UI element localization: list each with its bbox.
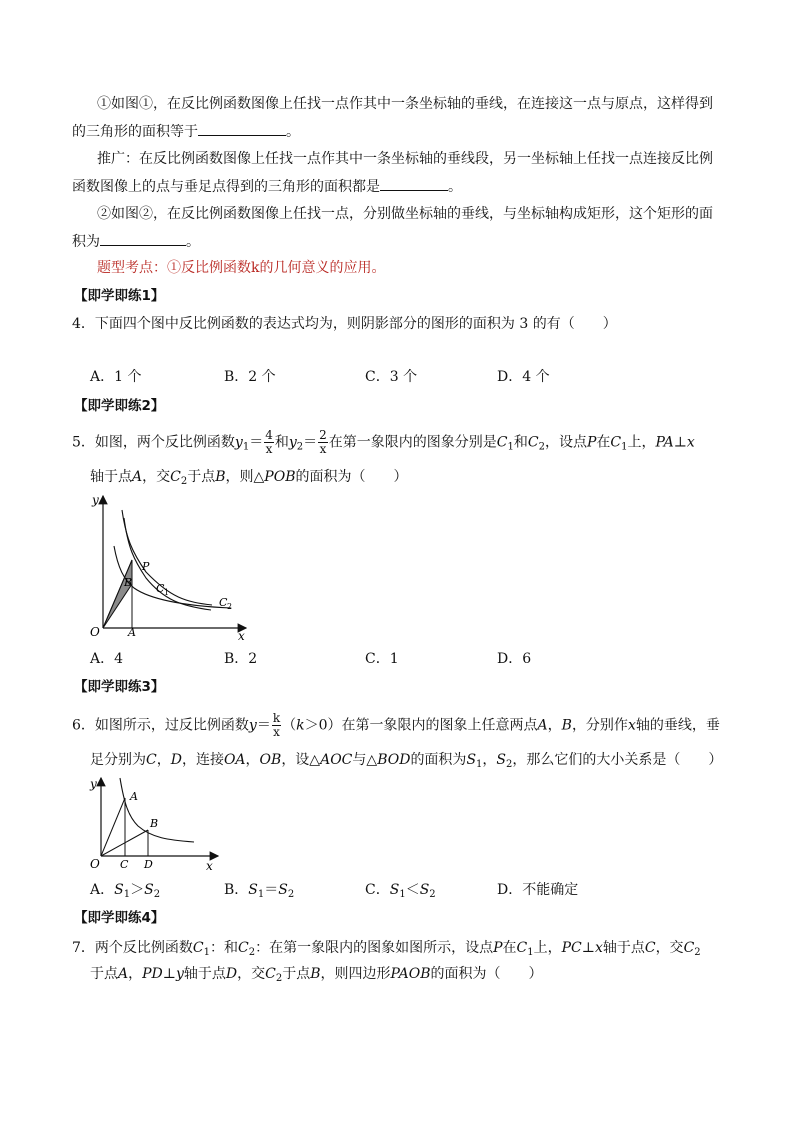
svg-text:2: 2 [227, 602, 233, 611]
q6-option-b[interactable]: B．$S_1=S_2$ [224, 882, 295, 900]
q5-figure [86, 488, 256, 643]
question-7-line-1: 7．两个反比例函数$C_1$：和$C_2$：在第一象限内的图象如图所示，设点P在$C_1$上，PC⊥x轴于点C，交$C_2$ [72, 940, 701, 958]
q4-option-a[interactable]: A．1 个 [90, 369, 142, 385]
question-6-line-2: 足分别为C，D，连接OA，OB，设△AOC与△BOD的面积为$S_1$，$S_2$，那么它们的大小关系是（ ） [90, 752, 723, 770]
q4-option-c[interactable]: C．3 个 [365, 369, 418, 385]
svg-text:B: B [124, 576, 133, 589]
svg-text:C: C [120, 858, 129, 871]
section-heading-3: 【即学即练3】 [74, 679, 165, 695]
svg-text:O: O [90, 857, 100, 871]
q4-option-d[interactable]: D．4 个 [497, 369, 550, 385]
svg-text:D: D [144, 858, 153, 871]
question-4-stem: 4．下面四个图中反比例函数的表达式均为，则阴影部分的图形的面积为 3 的有（ ） [72, 316, 617, 332]
svg-text:1: 1 [164, 588, 170, 597]
q5-option-d[interactable]: D．6 [497, 651, 532, 667]
svg-text:C: C [156, 582, 165, 595]
intro-paragraph-3a: ②如图②，在反比例函数图像上任找一点，分别做坐标轴的垂线，与坐标轴构成矩形，这个矩形的面 [97, 206, 713, 222]
intro-paragraph-1a: ①如图①，在反比例函数图像上任找一点作其中一条坐标轴的垂线，在连接这一点与原点，这样得到 [97, 96, 713, 112]
svg-text:O: O [90, 625, 100, 639]
svg-text:x: x [238, 629, 245, 643]
intro-paragraph-2b: 函数图像上的点与垂足点得到的三角形的面积都是 。 [72, 176, 462, 197]
question-5-line-2: 轴于点A，交$C_2$于点B，则△POB的面积为（ ） [90, 469, 408, 487]
svg-text:y: y [92, 493, 99, 507]
q5-option-b[interactable]: B．2 [224, 651, 258, 667]
section-heading-1: 【即学即练1】 [74, 288, 165, 304]
q6-option-d[interactable]: D．不能确定 [497, 882, 579, 898]
svg-text:y: y [90, 777, 97, 791]
section-heading-4: 【即学即练4】 [74, 910, 165, 926]
svg-text:B: B [150, 817, 159, 830]
intro-paragraph-1b: 的三角形的面积等于 。 [72, 121, 300, 142]
svg-text:x: x [206, 859, 213, 873]
question-6-line-1: 6．如图所示，过反比例函数y＝ $\frac{k}{x}$ （k＞0）在第一象限内的图象上任意两点A，B，分别作x轴的垂线，垂 [72, 711, 720, 739]
q6-option-c[interactable]: C．$S_1<S_2$ [365, 882, 436, 900]
intro-paragraph-3b: 积为 。 [72, 231, 200, 252]
svg-text:A: A [128, 626, 136, 639]
kaodian-note: 题型考点：①反比例函数k的几何意义的应用。 [97, 260, 386, 276]
svg-text:C: C [219, 596, 228, 609]
question-5-line-1: 5．如图，两个反比例函数$y_1=$ $\frac{4}{x}$ 和$y_2=$ $\frac{2}{x}$ 在第一象限内的图象分别是$C_1$和$C_2$，设点P在$C_1$上，PA⊥x [72, 428, 695, 456]
q6-figure [86, 772, 226, 876]
svg-text:P: P [142, 560, 150, 573]
segment-oa [101, 798, 125, 856]
answer-blank-2[interactable] [380, 176, 448, 191]
curve-k-over-x [120, 778, 194, 842]
q4-option-b[interactable]: B．2 个 [224, 369, 276, 385]
q6-option-a[interactable]: A．$S_1>S_2$ [90, 882, 161, 900]
question-7-line-2: 于点A，PD⊥y轴于点D，交$C_2$于点B，则四边形PAOB的面积为（ ） [90, 966, 543, 984]
q5-option-a[interactable]: A．4 [90, 651, 124, 667]
segment-op [103, 560, 132, 628]
answer-blank-3[interactable] [100, 231, 186, 246]
answer-blank-1[interactable] [198, 121, 286, 136]
intro-paragraph-2a: 推广：在反比例函数图像上任找一点作其中一条坐标轴的垂线段，另一坐标轴上任找一点连接反比例 [97, 151, 713, 167]
q5-option-c[interactable]: C．1 [365, 651, 399, 667]
section-heading-2: 【即学即练2】 [74, 398, 165, 414]
svg-text:A: A [130, 790, 138, 803]
